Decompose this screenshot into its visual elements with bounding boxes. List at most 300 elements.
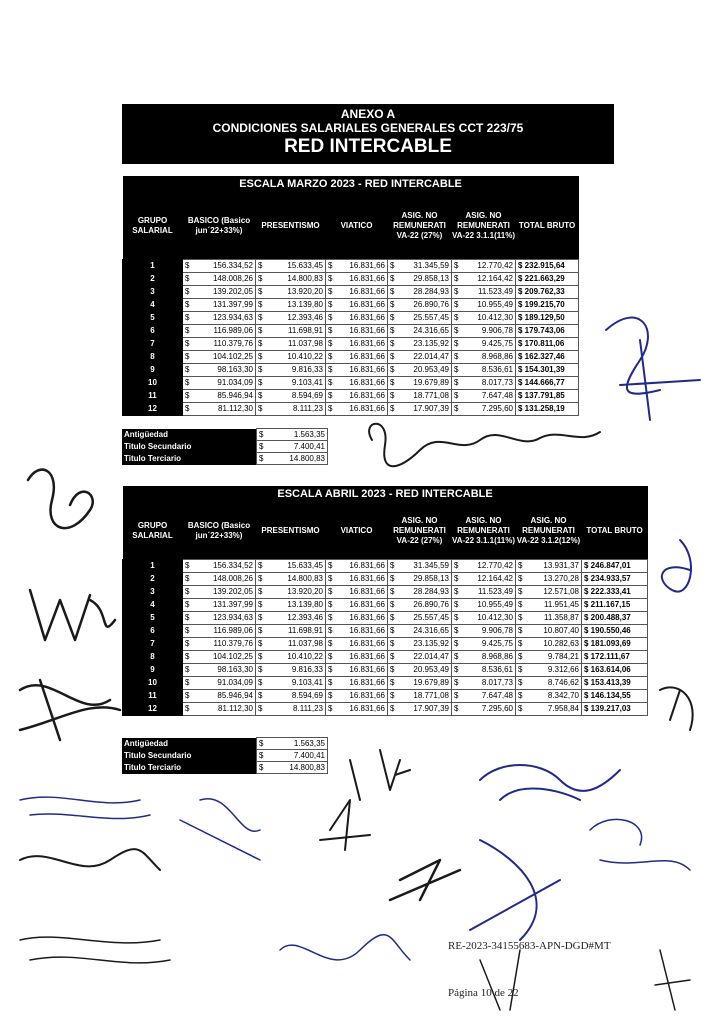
currency-symbol: $	[258, 651, 263, 661]
cell-value: 7.647,48	[481, 390, 513, 400]
total-cell: $ 172.111,67	[582, 650, 648, 663]
currency-symbol: $	[454, 651, 459, 661]
currency-symbol: $	[185, 260, 190, 270]
cell-value: 12.770,42	[477, 560, 513, 570]
cell-value: 11.951,45	[544, 599, 579, 609]
total-cell: $ 211.167,15	[582, 598, 648, 611]
currency-symbol: $	[454, 351, 459, 361]
cell-value: 156.334,52	[212, 260, 253, 270]
grupo-cell: 6	[123, 324, 183, 337]
currency-symbol: $	[259, 442, 264, 451]
currency-symbol: $	[328, 612, 333, 622]
cell-value: 16.831,66	[349, 638, 385, 648]
grupo-cell: 2	[123, 272, 183, 285]
column-header: ASIG. NO REMUNERATI VA-22 (27%)	[388, 193, 452, 259]
cell-value: 31.345,59	[413, 260, 449, 270]
total-cell: $ 131.258,19	[516, 402, 579, 415]
cell-value: 8.968,86	[481, 651, 513, 661]
currency-symbol: $	[259, 430, 264, 439]
grupo-cell: 4	[123, 598, 183, 611]
table-title: ESCALA ABRIL 2023 - RED INTERCABLE	[123, 486, 648, 503]
document-reference: RE-2023-34155683-APN-DGD#MT	[448, 940, 611, 952]
currency-symbol: $	[390, 364, 395, 374]
cell-value: 104.102,25	[212, 351, 253, 361]
currency-symbol: $	[328, 638, 333, 648]
cell-value: 8.342,70	[547, 690, 579, 700]
grupo-cell: 6	[123, 624, 183, 637]
currency-symbol: $	[390, 599, 395, 609]
currency-symbol: $	[390, 703, 395, 713]
grupo-cell: 11	[123, 689, 183, 702]
signature	[660, 687, 693, 730]
cell-value: 10.410,22	[287, 651, 323, 661]
cell-value: 9.103,41	[291, 677, 323, 687]
cell-value: 20.953,49	[413, 664, 449, 674]
cell-value: 10.410,22	[287, 351, 323, 361]
currency-symbol: $	[258, 612, 263, 622]
cell-value: 16.831,66	[349, 560, 385, 570]
currency-symbol: $	[518, 703, 523, 713]
total-cell: $ 190.550,46	[582, 624, 648, 637]
currency-symbol: $	[258, 625, 263, 635]
cell-value: 12.164,42	[477, 273, 513, 283]
cell-value: 16.831,66	[349, 586, 385, 596]
total-cell: $ 200.488,37	[582, 611, 648, 624]
currency-symbol: $	[185, 312, 190, 322]
grupo-cell: 3	[123, 585, 183, 598]
cell-value: 16.831,66	[349, 403, 385, 413]
currency-symbol: $	[328, 573, 333, 583]
currency-symbol: $	[258, 351, 263, 361]
cell-value: 24.316,65	[413, 325, 449, 335]
extra-value: 14.800,83	[289, 763, 325, 772]
currency-symbol: $	[454, 625, 459, 635]
signature	[369, 424, 600, 467]
cell-value: 14.800,83	[287, 273, 323, 283]
cell-value: 8.594,69	[291, 390, 323, 400]
cell-value: 85.946,94	[217, 690, 253, 700]
currency-symbol: $	[454, 377, 459, 387]
cell-value: 16.831,66	[349, 312, 385, 322]
annex-company: RED INTERCABLE	[284, 136, 452, 157]
cell-value: 10.955,49	[477, 599, 513, 609]
currency-symbol: $	[328, 260, 333, 270]
currency-symbol: $	[390, 273, 395, 283]
signature	[20, 797, 150, 818]
total-cell: $ 146.134,55	[582, 689, 648, 702]
signature	[590, 819, 690, 870]
currency-symbol: $	[454, 677, 459, 687]
cell-value: 26.890,76	[413, 599, 449, 609]
extra-value: 1.563,35	[293, 739, 325, 748]
column-header: GRUPO SALARIAL	[123, 193, 183, 259]
cell-value: 15.633,45	[287, 560, 323, 570]
cell-value: 11.523,49	[478, 286, 513, 296]
grupo-cell: 12	[123, 402, 183, 415]
currency-symbol: $	[258, 638, 263, 648]
grupo-cell: 10	[123, 376, 183, 389]
grupo-cell: 12	[123, 702, 183, 715]
extra-value: 1.563,35	[293, 430, 325, 439]
currency-symbol: $	[258, 599, 263, 609]
currency-symbol: $	[185, 351, 190, 361]
currency-symbol: $	[390, 638, 395, 648]
currency-symbol: $	[454, 403, 459, 413]
currency-symbol: $	[328, 299, 333, 309]
currency-symbol: $	[390, 664, 395, 674]
currency-symbol: $	[454, 312, 459, 322]
signature	[20, 849, 160, 870]
grupo-cell: 1	[123, 259, 183, 272]
annex-title: ANEXO A	[340, 107, 396, 121]
cell-value: 11.037,98	[288, 338, 323, 348]
currency-symbol: $	[390, 351, 395, 361]
cell-value: 24.316,65	[413, 625, 449, 635]
cell-value: 31.345,59	[413, 560, 449, 570]
currency-symbol: $	[454, 338, 459, 348]
currency-symbol: $	[454, 325, 459, 335]
cell-value: 15.633,45	[287, 260, 323, 270]
cell-value: 19.679,89	[413, 677, 449, 687]
currency-symbol: $	[185, 299, 190, 309]
currency-symbol: $	[454, 703, 459, 713]
currency-symbol: $	[258, 299, 263, 309]
currency-symbol: $	[390, 286, 395, 296]
extra-value: 7.400,41	[293, 751, 325, 760]
cell-value: 9.425,75	[481, 338, 513, 348]
grupo-cell: 10	[123, 676, 183, 689]
currency-symbol: $	[328, 690, 333, 700]
cell-value: 12.571,08	[543, 586, 579, 596]
cell-value: 139.202,05	[212, 286, 253, 296]
cell-value: 139.202,05	[212, 586, 253, 596]
extra-value: 14.800,83	[289, 454, 325, 463]
currency-symbol: $	[185, 573, 190, 583]
currency-symbol: $	[328, 351, 333, 361]
cell-value: 18.771,08	[413, 690, 449, 700]
cell-value: 16.831,66	[349, 390, 385, 400]
cell-value: 8.594,69	[291, 690, 323, 700]
currency-symbol: $	[328, 664, 333, 674]
cell-value: 7.647,48	[481, 690, 513, 700]
cell-value: 13.139,80	[287, 599, 323, 609]
total-cell: $ 139.217,03	[582, 702, 648, 715]
cell-value: 10.412,30	[477, 312, 513, 322]
cell-value: 16.831,66	[349, 260, 385, 270]
currency-symbol: $	[259, 763, 264, 772]
cell-value: 29.858,13	[413, 573, 449, 583]
cell-value: 13.920,20	[287, 586, 323, 596]
total-cell: $ 181.093,69	[582, 637, 648, 650]
column-header: ASIG. NO REMUNERATI VA-22 3.1.2(12%)	[516, 503, 582, 559]
currency-symbol: $	[258, 690, 263, 700]
grupo-cell: 11	[123, 389, 183, 402]
currency-symbol: $	[258, 273, 263, 283]
cell-value: 10.412,30	[477, 612, 513, 622]
currency-symbol: $	[454, 390, 459, 400]
currency-symbol: $	[518, 586, 523, 596]
currency-symbol: $	[258, 403, 263, 413]
currency-symbol: $	[454, 364, 459, 374]
currency-symbol: $	[185, 560, 190, 570]
cell-value: 98.163,30	[217, 664, 253, 674]
cell-value: 7.295,60	[481, 703, 513, 713]
currency-symbol: $	[328, 586, 333, 596]
currency-symbol: $	[518, 599, 523, 609]
cell-value: 18.771,08	[413, 390, 449, 400]
currency-symbol: $	[454, 599, 459, 609]
total-cell: $ 154.301,39	[516, 363, 579, 376]
cell-value: 12.393,46	[287, 312, 323, 322]
cell-value: 16.831,66	[349, 286, 385, 296]
currency-symbol: $	[518, 573, 523, 583]
column-header: VIATICO	[326, 193, 388, 259]
signature	[30, 590, 115, 640]
currency-symbol: $	[328, 273, 333, 283]
currency-symbol: $	[518, 677, 523, 687]
total-cell: $ 162.327,46	[516, 350, 579, 363]
cell-value: 13.931,37	[543, 560, 579, 570]
cell-value: 16.831,66	[349, 664, 385, 674]
cell-value: 123.934,63	[212, 312, 253, 322]
cell-value: 131.397,99	[212, 299, 253, 309]
currency-symbol: $	[454, 690, 459, 700]
cell-value: 16.831,66	[349, 377, 385, 387]
currency-symbol: $	[390, 625, 395, 635]
cell-value: 9.906,78	[481, 625, 513, 635]
cell-value: 12.770,42	[477, 260, 513, 270]
currency-symbol: $	[328, 286, 333, 296]
column-header: PRESENTISMO	[256, 193, 326, 259]
currency-symbol: $	[185, 599, 190, 609]
currency-symbol: $	[185, 338, 190, 348]
currency-symbol: $	[258, 260, 263, 270]
cell-value: 19.679,89	[413, 377, 449, 387]
signature	[606, 318, 700, 420]
currency-symbol: $	[390, 612, 395, 622]
currency-symbol: $	[258, 338, 263, 348]
currency-symbol: $	[518, 638, 523, 648]
currency-symbol: $	[258, 286, 263, 296]
currency-symbol: $	[390, 260, 395, 270]
currency-symbol: $	[328, 377, 333, 387]
cell-value: 14.800,83	[287, 573, 323, 583]
cell-value: 8.536,61	[481, 364, 513, 374]
extra-label: Titulo Secundario	[122, 441, 257, 453]
cell-value: 104.102,25	[212, 651, 253, 661]
cell-value: 28.284,93	[413, 586, 449, 596]
extra-label: Titulo Secundario	[122, 750, 257, 762]
cell-value: 29.858,13	[413, 273, 449, 283]
column-header: BASICO (Basico jun´22+33%)	[183, 193, 256, 259]
extra-label: Antigüedad	[122, 738, 257, 750]
currency-symbol: $	[454, 573, 459, 583]
extra-label: Titulo Terciario	[122, 762, 257, 774]
cell-value: 9.906,78	[481, 325, 513, 335]
grupo-cell: 9	[123, 663, 183, 676]
currency-symbol: $	[185, 651, 190, 661]
signature	[28, 470, 93, 529]
currency-symbol: $	[390, 677, 395, 687]
signature	[280, 935, 410, 960]
currency-symbol: $	[390, 573, 395, 583]
currency-symbol: $	[185, 325, 190, 335]
total-cell: $ 246.847,01	[582, 559, 648, 572]
cell-value: 110.379,76	[213, 338, 253, 348]
cell-value: 16.831,66	[349, 625, 385, 635]
total-cell: $ 163.614,06	[582, 663, 648, 676]
cell-value: 9.103,41	[291, 377, 323, 387]
cell-value: 156.334,52	[212, 560, 253, 570]
currency-symbol: $	[258, 664, 263, 674]
total-cell: $ 232.915,64	[516, 259, 579, 272]
currency-symbol: $	[328, 560, 333, 570]
column-header: ASIG. NO REMUNERATI VA-22 3.1.1(11%)	[452, 503, 516, 559]
cell-value: 22.014,47	[413, 651, 449, 661]
currency-symbol: $	[328, 703, 333, 713]
grupo-cell: 3	[123, 285, 183, 298]
cell-value: 11.037,98	[288, 638, 323, 648]
cell-value: 81.112,30	[218, 703, 253, 713]
currency-symbol: $	[328, 677, 333, 687]
cell-value: 25.557,45	[413, 312, 449, 322]
column-header: ASIG. NO REMUNERATI VA-22 (27%)	[388, 503, 452, 559]
grupo-cell: 1	[123, 559, 183, 572]
cell-value: 16.831,66	[349, 703, 385, 713]
currency-symbol: $	[185, 612, 190, 622]
currency-symbol: $	[259, 739, 264, 748]
currency-symbol: $	[328, 625, 333, 635]
currency-symbol: $	[390, 560, 395, 570]
cell-value: 16.831,66	[349, 573, 385, 583]
signature	[350, 750, 410, 800]
cell-value: 16.831,66	[349, 364, 385, 374]
column-header: BASICO (Basico jun´22+33%)	[183, 503, 256, 559]
cell-value: 7.295,60	[481, 403, 513, 413]
signature	[390, 860, 460, 900]
column-header: TOTAL BRUTO	[516, 193, 579, 259]
currency-symbol: $	[390, 325, 395, 335]
cell-value: 12.393,46	[287, 612, 323, 622]
grupo-cell: 9	[123, 363, 183, 376]
cell-value: 9.312,66	[547, 664, 579, 674]
currency-symbol: $	[454, 560, 459, 570]
currency-symbol: $	[518, 560, 523, 570]
signature	[480, 950, 520, 1010]
grupo-cell: 5	[123, 611, 183, 624]
cell-value: 16.831,66	[349, 651, 385, 661]
currency-symbol: $	[454, 273, 459, 283]
signature	[480, 765, 620, 800]
extra-label: Antigüedad	[122, 429, 257, 441]
cell-value: 9.425,75	[481, 638, 513, 648]
currency-symbol: $	[328, 338, 333, 348]
cell-value: 17.907,39	[413, 703, 449, 713]
currency-symbol: $	[328, 599, 333, 609]
cell-value: 123.934,63	[212, 612, 253, 622]
cell-value: 116.989,06	[213, 325, 253, 335]
currency-symbol: $	[390, 651, 395, 661]
currency-symbol: $	[390, 390, 395, 400]
currency-symbol: $	[518, 625, 523, 635]
cell-value: 26.890,76	[413, 299, 449, 309]
cell-value: 110.379,76	[213, 638, 253, 648]
currency-symbol: $	[328, 651, 333, 661]
currency-symbol: $	[390, 377, 395, 387]
cell-value: 8.968,86	[481, 351, 513, 361]
currency-symbol: $	[258, 390, 263, 400]
total-cell: $ 153.413,39	[582, 676, 648, 689]
cell-value: 16.831,66	[349, 273, 385, 283]
currency-symbol: $	[454, 586, 459, 596]
cell-value: 81.112,30	[218, 403, 253, 413]
cell-value: 9.816,33	[291, 664, 323, 674]
currency-symbol: $	[259, 751, 264, 760]
total-cell: $ 137.791,85	[516, 389, 579, 402]
cell-value: 23.135,92	[413, 338, 449, 348]
currency-symbol: $	[185, 364, 190, 374]
cell-value: 16.831,66	[349, 677, 385, 687]
currency-symbol: $	[258, 377, 263, 387]
cell-value: 13.139,80	[287, 299, 323, 309]
signature	[20, 937, 170, 963]
annex-subtitle: CONDICIONES SALARIALES GENERALES CCT 223/75	[212, 121, 524, 135]
extra-label: Titulo Terciario	[122, 453, 257, 465]
currency-symbol: $	[258, 364, 263, 374]
cell-value: 16.831,66	[349, 351, 385, 361]
cell-value: 11.698,91	[288, 625, 323, 635]
cell-value: 13.920,20	[287, 286, 323, 296]
page-number: Página 10 de 22	[448, 987, 519, 999]
cell-value: 16.831,66	[349, 299, 385, 309]
signature	[662, 540, 691, 592]
currency-symbol: $	[185, 664, 190, 674]
currency-symbol: $	[454, 286, 459, 296]
total-cell: $ 179.743,06	[516, 324, 579, 337]
cell-value: 116.989,06	[213, 625, 253, 635]
cell-value: 148.008,26	[212, 273, 253, 283]
currency-symbol: $	[185, 286, 190, 296]
signature	[180, 799, 260, 860]
cell-value: 8.111,23	[293, 703, 323, 713]
cell-value: 11.358,87	[544, 612, 579, 622]
currency-symbol: $	[185, 390, 190, 400]
cell-value: 16.831,66	[349, 690, 385, 700]
currency-symbol: $	[185, 703, 190, 713]
cell-value: 9.784,21	[547, 651, 579, 661]
cell-value: 9.816,33	[291, 364, 323, 374]
extra-value: 7.400,41	[293, 442, 325, 451]
currency-symbol: $	[390, 312, 395, 322]
cell-value: 16.831,66	[349, 325, 385, 335]
signature	[470, 840, 560, 940]
cell-value: 8.746,62	[547, 677, 579, 687]
currency-symbol: $	[258, 325, 263, 335]
cell-value: 17.907,39	[413, 403, 449, 413]
cell-value: 91.034,09	[217, 377, 253, 387]
currency-symbol: $	[185, 690, 190, 700]
currency-symbol: $	[185, 273, 190, 283]
currency-symbol: $	[518, 690, 523, 700]
signature	[20, 680, 120, 740]
grupo-cell: 8	[123, 650, 183, 663]
currency-symbol: $	[259, 454, 264, 463]
cell-value: 8.536,61	[481, 664, 513, 674]
table-title: ESCALA MARZO 2023 - RED INTERCABLE	[123, 176, 579, 193]
currency-symbol: $	[258, 703, 263, 713]
cell-value: 28.284,93	[413, 286, 449, 296]
currency-symbol: $	[185, 377, 190, 387]
